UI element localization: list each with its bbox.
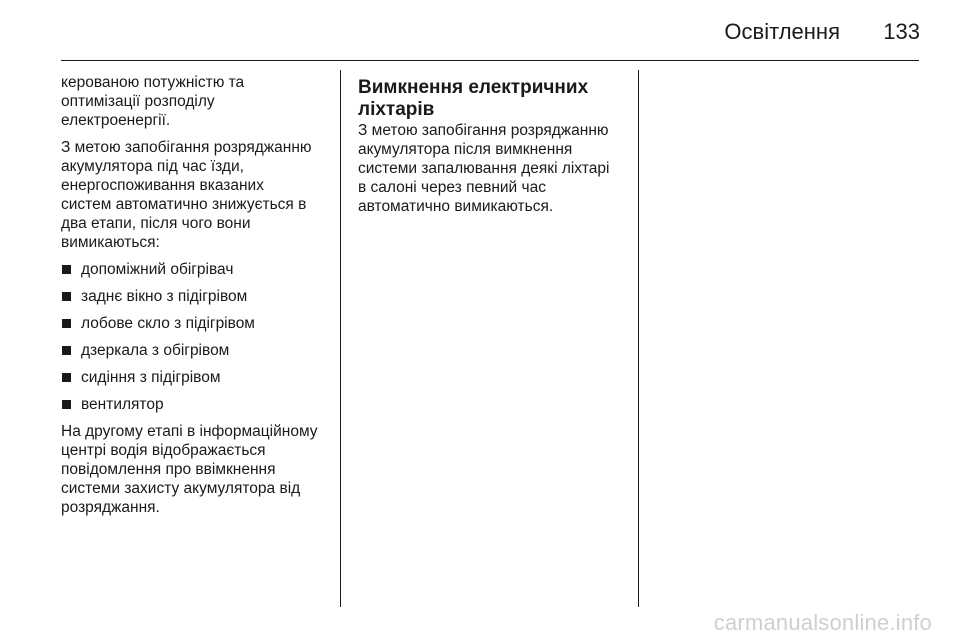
column-divider-right xyxy=(638,70,639,607)
text-line: автоматично вимикаються. xyxy=(358,198,554,215)
text-line: акумулятора після вимкнення xyxy=(358,141,573,158)
list-item-label: лобове скло з підігрівом xyxy=(81,315,255,332)
list-item-label: заднє вікно з підігрівом xyxy=(81,288,248,305)
text-line: системи запалювання деякі ліхтарі xyxy=(358,160,610,177)
lights-off-paragraph xyxy=(358,121,628,216)
text-line: системи захисту акумулятора від xyxy=(61,480,301,497)
list-item xyxy=(61,341,335,360)
list-item xyxy=(61,260,335,279)
list-item-label: вентилятор xyxy=(81,396,164,413)
text-line: центрі водія відображається xyxy=(61,442,266,459)
text-line: вимикаються: xyxy=(61,234,160,251)
text-line: З метою запобігання розряджанню xyxy=(61,139,312,156)
page-header xyxy=(0,0,960,62)
square-bullet-icon xyxy=(62,373,71,382)
text-line: в салоні через певний час xyxy=(358,179,546,196)
list-item xyxy=(61,314,335,333)
second-stage-paragraph xyxy=(61,422,335,517)
page-number: 133 xyxy=(883,19,920,44)
square-bullet-icon xyxy=(62,265,71,274)
square-bullet-icon xyxy=(62,346,71,355)
square-bullet-icon xyxy=(62,319,71,328)
middle-column xyxy=(358,73,628,224)
section-title: Освітлення xyxy=(724,19,840,44)
text-line: систем автоматично знижується в xyxy=(61,196,307,213)
list-item xyxy=(61,395,335,414)
heading-line: Вимкнення електричних xyxy=(358,77,589,98)
consumer-list xyxy=(61,260,335,414)
list-item xyxy=(61,287,335,306)
text-line: два етапи, після чого вони xyxy=(61,215,251,232)
square-bullet-icon xyxy=(62,400,71,409)
list-item xyxy=(61,368,335,387)
text-line: оптимізації розподілу xyxy=(61,93,215,110)
text-line: З метою запобігання розряджанню xyxy=(358,122,609,139)
section-heading xyxy=(358,77,628,121)
text-line: На другому етапі в інформаційному xyxy=(61,423,318,440)
text-line: електроенергії. xyxy=(61,112,171,129)
text-line: повідомлення про ввімкнення xyxy=(61,461,276,478)
text-line: керованою потужністю та xyxy=(61,74,245,91)
text-line: акумулятора під час їзди, xyxy=(61,158,244,175)
list-item-label: сидіння з підігрівом xyxy=(81,369,221,386)
list-item-label: допоміжний обігрівач xyxy=(81,261,234,278)
text-line: розряджання. xyxy=(61,499,160,516)
load-shedding-paragraph xyxy=(61,138,335,252)
list-item-label: дзеркала з обігрівом xyxy=(81,342,230,359)
watermark: carmanualsonline.info xyxy=(713,610,932,635)
header-rule xyxy=(61,60,919,61)
column-divider-left xyxy=(340,70,341,607)
left-column xyxy=(61,73,335,525)
heading-line: ліхтарів xyxy=(358,99,435,120)
square-bullet-icon xyxy=(62,292,71,301)
intro-paragraph xyxy=(61,73,335,130)
text-line: енергоспоживання вказаних xyxy=(61,177,264,194)
